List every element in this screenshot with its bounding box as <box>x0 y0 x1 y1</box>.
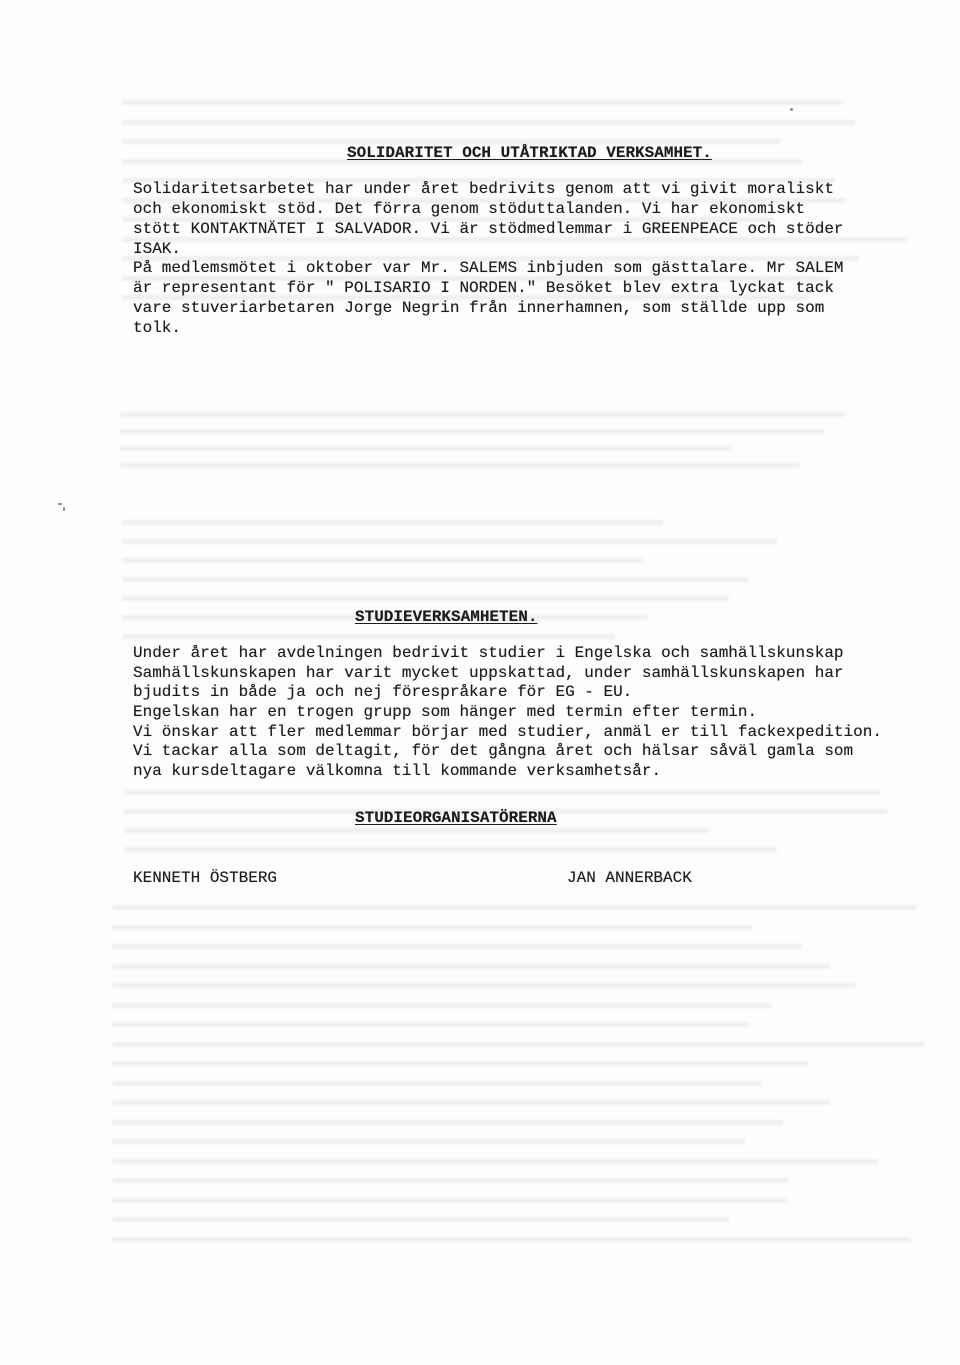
text-line: Vi önskar att fler medlemmar börjar med studier, anmäl er till fackexpedition. <box>133 722 882 741</box>
signature-left: KENNETH ÖSTBERG <box>133 869 278 887</box>
text-line: På medlemsmötet i oktober var Mr. SALEMS inbjuden som gästtalare. Mr SALEM <box>133 259 844 278</box>
scan-speck <box>63 507 65 511</box>
bleed-through-line <box>112 1022 749 1027</box>
bleed-through-line <box>120 429 825 434</box>
bleed-through-line <box>120 412 845 417</box>
bleed-through-line <box>112 1217 729 1222</box>
bleed-through-line <box>122 100 843 105</box>
text-line: vare stuveriarbetaren Jorge Negrin från innerhamnen, som ställde upp som <box>133 299 825 318</box>
text-line: bjudits in både ja och nej förespråkare för EG - EU. <box>133 683 633 702</box>
bleed-through-line <box>112 1139 745 1144</box>
bleed-through-line <box>112 1159 878 1164</box>
bleed-through-line <box>122 558 643 563</box>
bleed-through-line <box>120 463 800 468</box>
organizers-heading: STUDIEORGANISATÖRERNA <box>355 809 557 827</box>
text-line: Under året har avdelningen bedrivit studier i Engelska och samhällskunskap <box>133 644 844 662</box>
text-line: tolk. <box>133 319 182 338</box>
bleed-through-line <box>112 1042 924 1047</box>
bleed-through-line <box>124 790 881 795</box>
text-line: nya kursdeltagare välkomna till kommande verksamhetsår. <box>133 762 662 781</box>
studies-heading: STUDIEVERKSAMHETEN. <box>355 608 538 626</box>
bleed-through-line <box>122 520 663 525</box>
bleed-through-line <box>122 539 777 544</box>
bleed-through-line <box>122 596 729 601</box>
bleed-through-line <box>112 1120 783 1125</box>
bleed-through-line <box>112 925 753 930</box>
bleed-through-line <box>112 1237 911 1242</box>
bleed-through-line <box>122 120 855 125</box>
text-line: är representant för " POLISARIO I NORDEN." Besöket blev extra lyckat tack <box>133 279 834 298</box>
bleed-through-line <box>112 944 802 949</box>
bleed-through-line <box>112 1003 772 1008</box>
scan-speck <box>790 108 793 111</box>
bleed-through-line <box>112 983 856 988</box>
bleed-through-line <box>112 964 830 969</box>
bleed-through-line <box>122 577 748 582</box>
text-line: stött KONTAKTNÄTET I SALVADOR. Vi är stödmedlemmar i GREENPEACE och stöder <box>133 219 844 238</box>
bleed-through-line <box>124 828 709 833</box>
solidarity-heading: SOLIDARITET OCH UTÅTRIKTAD VERKSAMHET. <box>347 144 712 162</box>
bleed-through-line <box>122 634 615 639</box>
bleed-through-line <box>112 1178 788 1183</box>
text-line: och ekonomiskt stöd. Det förra genom stöduttalanden. Vi har ekonomiskt <box>133 199 806 218</box>
scan-speck <box>58 503 62 505</box>
bleed-through-line <box>112 1100 830 1105</box>
bleed-through-line <box>124 847 777 852</box>
solidarity-paragraph <box>133 180 844 339</box>
text-line: Vi tackar alla som deltagit, för det gångna året och hälsar såväl gamla som <box>133 742 854 761</box>
bleed-through-line <box>120 446 732 451</box>
signature-right: JAN ANNERBACK <box>567 869 692 887</box>
text-line: Samhällskunskapen har varit mycket uppskattad, under samhällskunskapen har <box>133 663 844 682</box>
studies-paragraph <box>133 644 882 782</box>
bleed-through-line <box>112 1081 762 1086</box>
bleed-through-line <box>112 1061 808 1066</box>
bleed-through-line <box>112 1198 787 1203</box>
text-line: Engelskan har en trogen grupp som hänger med termin efter termin. <box>133 703 758 722</box>
text-line: Solidaritetsarbetet har under året bedrivits genom att vi givit moraliskt <box>133 180 834 198</box>
bleed-through-line <box>112 905 917 910</box>
text-line: ISAK. <box>133 239 182 258</box>
